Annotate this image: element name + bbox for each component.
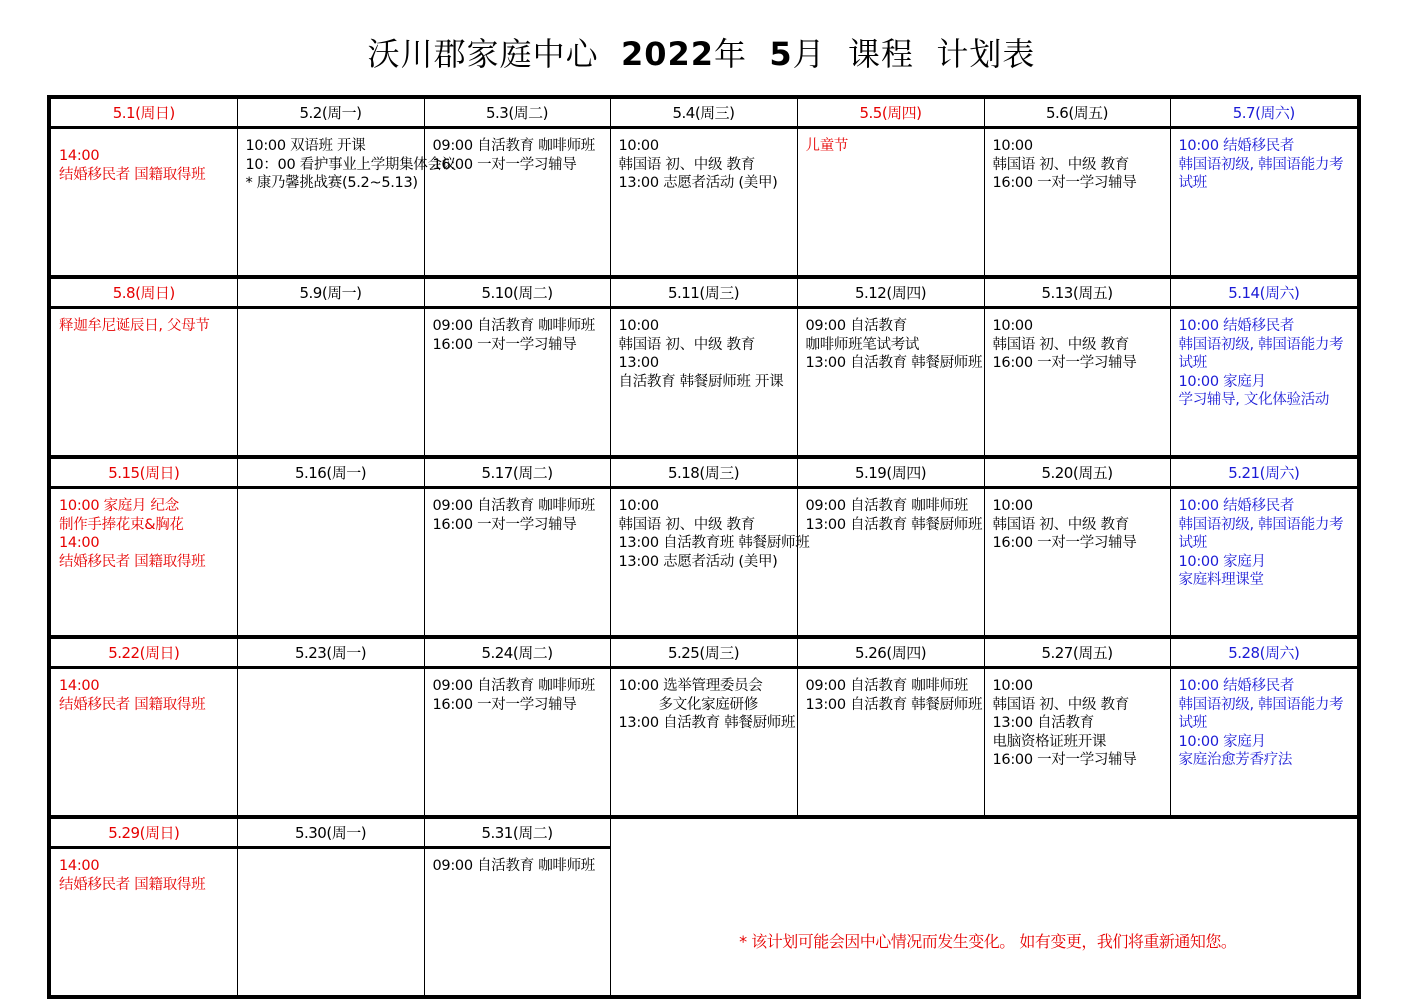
event-line: 10:00: [992, 138, 1033, 154]
date-header: 5.10(周二): [424, 277, 610, 308]
event-line: 韩国语 初、中级 教育: [992, 156, 1129, 173]
event-line: 韩国语 初、中级 教育: [992, 516, 1129, 533]
event-line: 09:00 自活教育 咖啡师班: [432, 858, 596, 874]
date-header: 5.11(周三): [610, 277, 797, 308]
day-cell: [797, 668, 984, 818]
day-cell: [1170, 668, 1359, 818]
event-line: 咖啡师班笔试考试: [805, 336, 920, 353]
date-header-saturday: 5.21(周六): [1170, 457, 1359, 488]
date-header: 5.27(周五): [984, 637, 1170, 668]
date-header: 5.19(周四): [797, 457, 984, 488]
date-header: 5.12(周四): [797, 277, 984, 308]
day-cell: [49, 668, 237, 818]
title-year-unit: 年: [714, 35, 748, 73]
event-line: 13:00 自活教育 韩餐厨师班: [805, 355, 983, 371]
event-line: 13:00 志愿者活动 (美甲): [618, 175, 778, 191]
event-line: 韩国语 初、中级 教育: [992, 696, 1129, 713]
event-line: 家庭治愈芳香疗法: [1178, 752, 1293, 768]
title-month: 5: [769, 35, 793, 73]
event-line: 多文化家庭研修: [658, 696, 758, 713]
event-line: 10:00 结婚移民者: [1178, 138, 1295, 154]
week-header-row: [49, 277, 1359, 308]
day-cell: [797, 128, 984, 278]
date-header: 5.23(周一): [237, 637, 424, 668]
date-header-sunday: 5.15(周日): [49, 457, 237, 488]
event-line: 结婚移民者 国籍取得班: [59, 696, 206, 713]
week-body-row: [49, 668, 1359, 818]
week-header-row: [49, 637, 1359, 668]
event-line: 韩国语 初、中级 教育: [992, 336, 1129, 353]
day-cell: [424, 848, 610, 998]
day-cell: [237, 128, 456, 278]
event-line: 16:00 一对一学习辅导: [432, 156, 577, 173]
date-header: 5.18(周三): [610, 457, 797, 488]
date-header: 5.2(周一): [237, 97, 424, 128]
event-line: 韩国语初级, 韩国语能力考: [1178, 516, 1344, 533]
event-line: 试班: [1178, 535, 1207, 551]
event-line: 13:00 自活教育: [992, 715, 1094, 731]
date-header-sunday: 5.29(周日): [49, 817, 237, 848]
week-header-row: [49, 817, 1359, 848]
date-header: 5.31(周二): [424, 817, 610, 848]
day-cell: [1170, 488, 1359, 638]
event-line: 16:00 一对一学习辅导: [992, 535, 1137, 551]
schedule-table: [47, 95, 1361, 999]
date-header-saturday: 5.7(周六): [1170, 97, 1359, 128]
event-line: 10:00: [992, 678, 1033, 694]
event-line: 10:00 结婚移民者: [1178, 498, 1295, 514]
event-line: 试班: [1178, 355, 1207, 371]
event-line: 结婚移民者 国籍取得班: [59, 166, 206, 183]
event-line: 13:00 自活教育 韩餐厨师班: [805, 696, 983, 713]
day-cell: [610, 308, 797, 458]
date-header: 5.25(周三): [610, 637, 797, 668]
page-title: [0, 30, 1403, 78]
holiday-label: 释迦牟尼诞辰日, 父母节: [59, 318, 210, 334]
event-line: 10:00 家庭月: [1178, 553, 1266, 570]
holiday-label: 儿童节: [805, 138, 849, 154]
event-line: 09:00 自活教育 咖啡师班: [432, 138, 596, 154]
event-line: 10:00 结婚移民者: [1178, 318, 1295, 334]
date-header-saturday: 5.14(周六): [1170, 277, 1359, 308]
day-cell: [49, 128, 237, 278]
event-line: 试班: [1178, 715, 1207, 731]
event-line: 10:00 家庭月: [1178, 733, 1266, 750]
event-line: 10:00 家庭月: [1178, 373, 1266, 390]
event-line: 10:00: [992, 318, 1033, 334]
event-line: 13:00 自活教育 韩餐厨师班: [805, 516, 983, 533]
event-line: 16:00 一对一学习辅导: [432, 336, 577, 353]
event-line: 家庭料理课堂: [1178, 572, 1264, 588]
week-header-row: [49, 97, 1359, 128]
event-line: 14:00: [59, 148, 100, 164]
day-cell: [424, 488, 610, 638]
event-line: 09:00 自活教育 咖啡师班: [805, 678, 969, 694]
day-cell: [797, 488, 984, 638]
date-header-sunday: 5.22(周日): [49, 637, 237, 668]
day-cell: [797, 308, 984, 458]
event-line: 制作手捧花束&胸花: [59, 516, 184, 533]
title-plan: 计划表: [936, 35, 1036, 73]
event-line: 16:00 一对一学习辅导: [992, 175, 1137, 191]
event-line: 14:00: [59, 678, 100, 694]
event-line: 学习辅导, 文化体验活动: [1178, 392, 1330, 408]
day-cell: [610, 488, 810, 638]
date-header-sunday: 5.8(周日): [49, 277, 237, 308]
event-line: 16:00 一对一学习辅导: [432, 516, 577, 533]
event-line: 09:00 自活教育 咖啡师班: [432, 318, 596, 334]
event-line: 10：00 看护事业上学期集体会议: [245, 156, 456, 173]
title-course: 课程: [848, 35, 915, 73]
event-line: 14:00: [59, 858, 100, 874]
event-line: 16:00 一对一学习辅导: [432, 696, 577, 713]
title-center: 沃川郡家庭中心: [367, 35, 599, 73]
day-cell: [424, 128, 610, 278]
event-line: 韩国语 初、中级 教育: [618, 516, 755, 533]
date-header: 5.20(周五): [984, 457, 1170, 488]
day-cell: [1170, 308, 1359, 458]
day-cell: [424, 308, 610, 458]
week-header-row: [49, 457, 1359, 488]
day-cell-empty: [237, 668, 424, 818]
day-cell: [49, 308, 237, 458]
event-line: 韩国语 初、中级 教育: [618, 156, 755, 173]
event-line: 13:00 自活教育班 韩餐厨师班: [618, 535, 810, 551]
event-line: 韩国语初级, 韩国语能力考: [1178, 696, 1344, 713]
event-line: 韩国语 初、中级 教育: [618, 336, 755, 353]
event-line: 10:00: [618, 318, 659, 334]
event-line: 10:00: [618, 138, 659, 154]
date-header-saturday: 5.28(周六): [1170, 637, 1359, 668]
day-cell: [610, 668, 797, 818]
notice-cell: [610, 817, 1359, 997]
event-line: 13:00 志愿者活动 (美甲): [618, 553, 778, 570]
date-header-holiday: 5.5(周四): [797, 97, 984, 128]
date-header: 5.4(周三): [610, 97, 797, 128]
event-line: 09:00 自活教育 咖啡师班: [805, 498, 969, 514]
event-line: 10:00 选举管理委员会: [618, 678, 763, 694]
event-line: 09:00 自活教育 咖啡师班: [432, 498, 596, 514]
day-cell: [49, 488, 237, 638]
event-line: 09:00 自活教育: [805, 318, 907, 334]
event-line: 10:00 结婚移民者: [1178, 678, 1295, 694]
event-line: 10:00 家庭月 纪念: [59, 498, 179, 514]
event-line: 13:00: [618, 355, 659, 371]
event-line: 试班: [1178, 175, 1207, 191]
day-cell: [424, 668, 610, 818]
date-header: 5.9(周一): [237, 277, 424, 308]
date-header: 5.16(周一): [237, 457, 424, 488]
date-header: 5.26(周四): [797, 637, 984, 668]
date-header: 5.6(周五): [984, 97, 1170, 128]
date-header: 5.24(周二): [424, 637, 610, 668]
day-cell: [1170, 128, 1359, 278]
event-line: 09:00 自活教育 咖啡师班: [432, 678, 596, 694]
event-line: 韩国语初级, 韩国语能力考: [1178, 156, 1344, 173]
event-line: 自活教育 韩餐厨师班 开课: [618, 373, 784, 390]
date-header: 5.3(周二): [424, 97, 610, 128]
event-line: * 康乃馨挑战赛(5.2~5.13): [245, 175, 418, 191]
day-cell-empty: [237, 308, 424, 458]
date-header: 5.30(周一): [237, 817, 424, 848]
date-header: 5.13(周五): [984, 277, 1170, 308]
day-cell: [984, 488, 1170, 638]
week-body-row: [49, 128, 1359, 278]
event-line: 电脑资格证班开课: [992, 733, 1107, 750]
day-cell: [49, 848, 237, 998]
event-line: 结婚移民者 国籍取得班: [59, 876, 206, 893]
event-line: 10:00: [992, 498, 1033, 514]
event-line: 16:00 一对一学习辅导: [992, 752, 1137, 768]
day-cell: [984, 128, 1170, 278]
week-body-row: [49, 488, 1359, 638]
event-line: 韩国语初级, 韩国语能力考: [1178, 336, 1344, 353]
week-body-row: [49, 308, 1359, 458]
event-line: 16:00 一对一学习辅导: [992, 355, 1137, 371]
event-line: 13:00 自活教育 韩餐厨师班: [618, 715, 796, 731]
day-cell: [984, 308, 1170, 458]
day-cell: [610, 128, 797, 278]
day-cell: [984, 668, 1170, 818]
event-line: 10:00: [618, 498, 659, 514]
event-line: 10:00 双语班 开课: [245, 138, 366, 154]
event-line: 14:00: [59, 535, 100, 551]
date-header-sunday: 5.1(周日): [49, 97, 237, 128]
day-cell-empty: [237, 488, 424, 638]
event-line: 结婚移民者 国籍取得班: [59, 553, 206, 570]
date-header: 5.17(周二): [424, 457, 610, 488]
day-cell-empty: [237, 848, 424, 998]
schedule-change-notice: * 该计划可能会因中心情况而发生变化。 如有变更，我们将重新通知您。: [739, 931, 1237, 951]
title-year: 2022: [620, 35, 715, 73]
title-month-unit: 月: [792, 35, 826, 73]
